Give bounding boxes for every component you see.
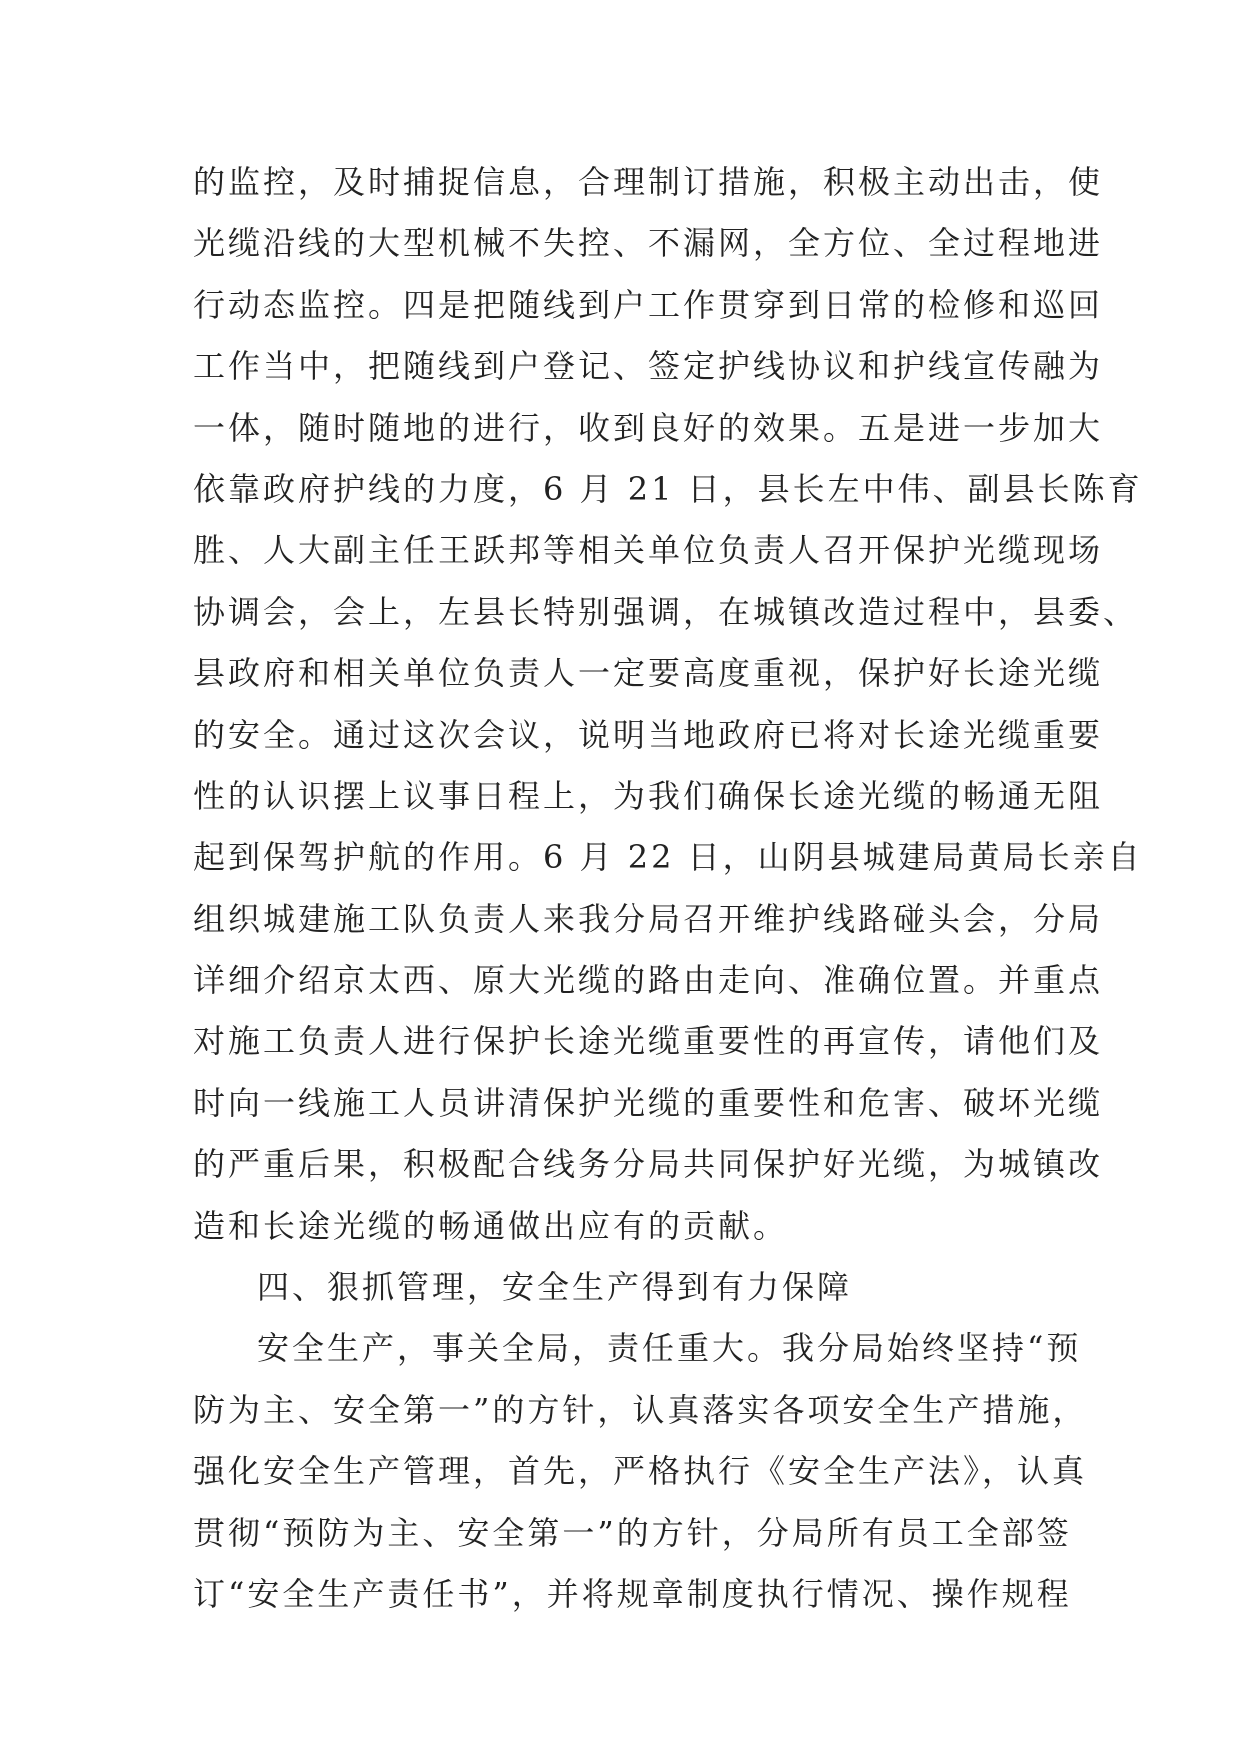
text-line: 时向一线施工人员讲清保护光缆的重要性和危害、破坏光缆 <box>193 1083 1104 1122</box>
text-line: 协调会，会上，左县长特别强调，在城镇改造过程中，县委、 <box>193 592 1139 631</box>
text-line: 工作当中，把随线到户登记、签定护线协议和护线宣传融为 <box>193 347 1104 386</box>
text-line: 行动态监控。四是把随线到户工作贯穿到日常的检修和巡回 <box>193 285 1104 324</box>
document-body-text <box>193 152 1143 1625</box>
text-line: 组织城建施工队负责人来我分局召开维护线路碰头会，分局 <box>193 899 1104 938</box>
text-line: 性的认识摆上议事日程上，为我们确保长途光缆的畅通无阻 <box>193 776 1104 815</box>
text-line: 县政府和相关单位负责人一定要高度重视，保护好长途光缆 <box>193 654 1104 693</box>
text-line: 一体，随时随地的进行，收到良好的效果。五是进一步加大 <box>193 408 1104 447</box>
text-line: 贯彻“预防为主、安全第一”的方针，分局所有员工全部签 <box>193 1513 1072 1552</box>
text-line: 胜、人大副主任王跃邦等相关单位负责人召开保护光缆现场 <box>193 531 1104 570</box>
text-line: 依靠政府护线的力度，6 月 21 日，县长左中伟、副县长陈育 <box>193 469 1143 508</box>
text-line: 的安全。通过这次会议，说明当地政府已将对长途光缆重要 <box>193 715 1104 754</box>
text-line: 起到保驾护航的作用。6 月 22 日，山阴县城建局黄局长亲自 <box>193 838 1143 877</box>
text-line: 强化安全生产管理，首先，严格执行《安全生产法》，认真 <box>193 1452 1088 1491</box>
section-heading: 四、狠抓管理，安全生产得到有力保障 <box>257 1268 853 1307</box>
text-line: 造和长途光缆的畅通做出应有的贡献。 <box>193 1206 789 1245</box>
text-line: 的监控，及时捕捉信息，合理制订措施，积极主动出击，使 <box>193 163 1104 201</box>
text-line: 光缆沿线的大型机械不失控、不漏网，全方位、全过程地进 <box>193 224 1104 263</box>
text-line: 对施工负责人进行保护长途光缆重要性的再宣传，请他们及 <box>193 1022 1104 1061</box>
text-line: 订“安全生产责任书”，并将规章制度执行情况、操作规程 <box>193 1574 1072 1613</box>
text-line: 的严重后果，积极配合线务分局共同保护好光缆，为城镇改 <box>193 1145 1104 1184</box>
text-line: 防为主、安全第一”的方针，认真落实各项安全生产措施， <box>193 1390 1088 1429</box>
text-line: 安全生产，事关全局，责任重大。我分局始终坚持“预 <box>257 1329 1082 1368</box>
text-line: 详细介绍京太西、原大光缆的路由走向、准确位置。并重点 <box>193 961 1104 1000</box>
